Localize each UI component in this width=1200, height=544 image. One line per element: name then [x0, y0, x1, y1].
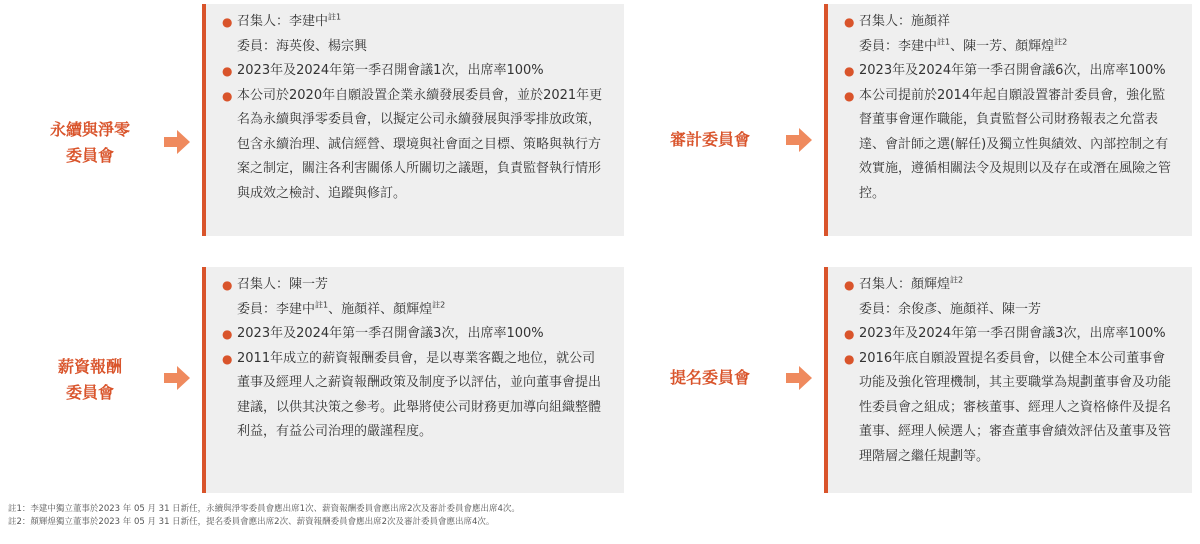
arrow-right-icon — [164, 130, 190, 154]
bullet-icon: ● — [222, 278, 233, 292]
members-item — [844, 298, 1174, 323]
bullet-icon: ● — [222, 88, 233, 103]
bullet-icon: ● — [222, 351, 233, 366]
convener-name: 顏輝煌 — [911, 277, 951, 292]
bullet-icon: ● — [844, 64, 855, 78]
meetings-item — [222, 322, 606, 347]
convener-label: 召集人： — [859, 14, 912, 29]
footnote-2: 註2：顏輝煌獨立董事於2023 年 05 月 31 日新任，提名委員會應出席2次、薪資報酬委員會應出席2次及審計委員會應出席4次。 — [8, 516, 495, 527]
description-text: 2016年底自願設置提名委員會，以健全本公司董事會功能及強化管理機制，其主要職掌為規劃董事會及功能性委員會之組成；審核董事、經理人之資格條件及提名董事、經理人候選人；審查董事會績效評估及董事及管理階層之繼任規劃等。 — [859, 350, 1172, 464]
convener-label: 召集人： — [859, 277, 912, 292]
committee-title-remuneration — [20, 354, 160, 406]
note-mark: 註1 — [937, 37, 951, 47]
committee-panel-remuneration — [202, 267, 624, 493]
committee-title-line2: 委員會 — [65, 146, 114, 165]
committee-title-line1: 薪資報酬 — [57, 357, 122, 376]
members-names: 海英俊、楊宗興 — [276, 38, 368, 54]
members-name-a: 李建中 — [276, 301, 316, 317]
members-names: 余俊彥、施顏祥、陳一芳 — [898, 301, 1042, 317]
note-mark: 註2 — [432, 300, 446, 310]
meetings-text: 2023年及2024年第一季召開會議3次，出席率100% — [237, 326, 544, 341]
members-item — [222, 298, 606, 323]
members-label: 委員： — [237, 38, 277, 54]
description-item — [222, 84, 606, 207]
bullet-icon: ● — [844, 88, 855, 103]
convener-item — [222, 10, 606, 35]
arrow-right-icon — [164, 366, 190, 390]
convener-name: 陳一芳 — [289, 277, 329, 292]
committee-panel-sustainability — [202, 4, 624, 236]
note-mark: 註2 — [1054, 37, 1068, 47]
note-mark: 註2 — [950, 275, 964, 285]
convener-item — [844, 273, 1174, 298]
bullet-icon: ● — [844, 278, 855, 292]
arrow-right-icon — [786, 366, 812, 390]
bullet-icon: ● — [222, 15, 233, 29]
meetings-text: 2023年及2024年第一季召開會議3次，出席率100% — [859, 326, 1166, 341]
members-label: 委員： — [237, 301, 277, 317]
meetings-item — [844, 59, 1174, 84]
meetings-text: 2023年及2024年第一季召開會議6次，出席率100% — [859, 63, 1166, 78]
footnotes — [8, 503, 520, 528]
committee-title-sustainability — [20, 117, 160, 169]
convener-label: 召集人： — [237, 14, 290, 29]
meetings-item — [844, 322, 1174, 347]
members-name-b: 、陳一芳、顏輝煌 — [950, 38, 1055, 54]
committee-panel-audit — [824, 4, 1192, 236]
committee-panel-nomination — [824, 267, 1192, 493]
arrow-right-icon — [786, 128, 812, 152]
description-item — [222, 347, 606, 445]
committee-title-line2: 委員會 — [65, 383, 114, 402]
note-mark: 註1 — [328, 12, 342, 22]
convener-item — [844, 10, 1174, 35]
committee-title-line1: 永續與淨零 — [49, 120, 130, 139]
meetings-text: 2023年及2024年第一季召開會議1次，出席率100% — [237, 63, 544, 78]
members-item — [222, 35, 606, 60]
description-item — [844, 84, 1174, 207]
convener-label: 召集人： — [237, 277, 290, 292]
bullet-icon: ● — [844, 327, 855, 341]
description-text: 2011年成立的薪資報酬委員會，是以專業客觀之地位，就公司董事及經理人之薪資報酬政策及制度予以評估，並向董事會提出建議，以供其決策之參考。此舉將使公司財務更加導向組織整體利益，有益公司治理的嚴謹程度。 — [237, 350, 602, 439]
committee-title-audit — [640, 127, 780, 153]
bullet-icon: ● — [222, 64, 233, 78]
bullet-icon: ● — [844, 351, 855, 366]
convener-name: 李建中 — [289, 14, 329, 29]
members-name-b: 、施顏祥、顏輝煌 — [328, 301, 433, 317]
bullet-icon: ● — [222, 327, 233, 341]
committee-title-line1: 審計委員會 — [669, 130, 750, 149]
members-name-a: 李建中 — [898, 38, 938, 54]
meetings-item — [222, 59, 606, 84]
description-text: 本公司於2020年自願設置企業永續發展委員會，並於2021年更名為永續與淨零委員會，以擬定公司永續發展與淨零排放政策，包含永續治理、誠信經營、環境與社會面之目標、策略與執行方案之制定，關注各利害關係人所關切之議題，負責監督執行情形與成效之檢討、追蹤與修訂。 — [237, 87, 603, 201]
note-mark: 註1 — [315, 300, 329, 310]
convener-item — [222, 273, 606, 298]
bullet-icon: ● — [844, 15, 855, 29]
members-label: 委員： — [859, 38, 899, 54]
committee-title-line1: 提名委員會 — [669, 368, 750, 387]
description-text: 本公司提前於2014年起自願設置審計委員會，強化監督董事會運作職能，負責監督公司財務報表之允當表達、會計師之選(解任)及獨立性與績效、內部控制之有效實施，遵循相關法令及規則以及存在或潛在風險之管控。 — [859, 87, 1172, 201]
convener-name: 施顏祥 — [911, 14, 951, 29]
description-item — [844, 347, 1174, 470]
committee-title-nomination — [640, 365, 780, 391]
members-label: 委員： — [859, 301, 899, 317]
footnote-1: 註1：李建中獨立董事於2023 年 05 月 31 日新任，永續與淨零委員會應出席1次、薪資報酬委員會應出席2次及審計委員會應出席4次。 — [8, 504, 520, 514]
members-item — [844, 35, 1174, 60]
